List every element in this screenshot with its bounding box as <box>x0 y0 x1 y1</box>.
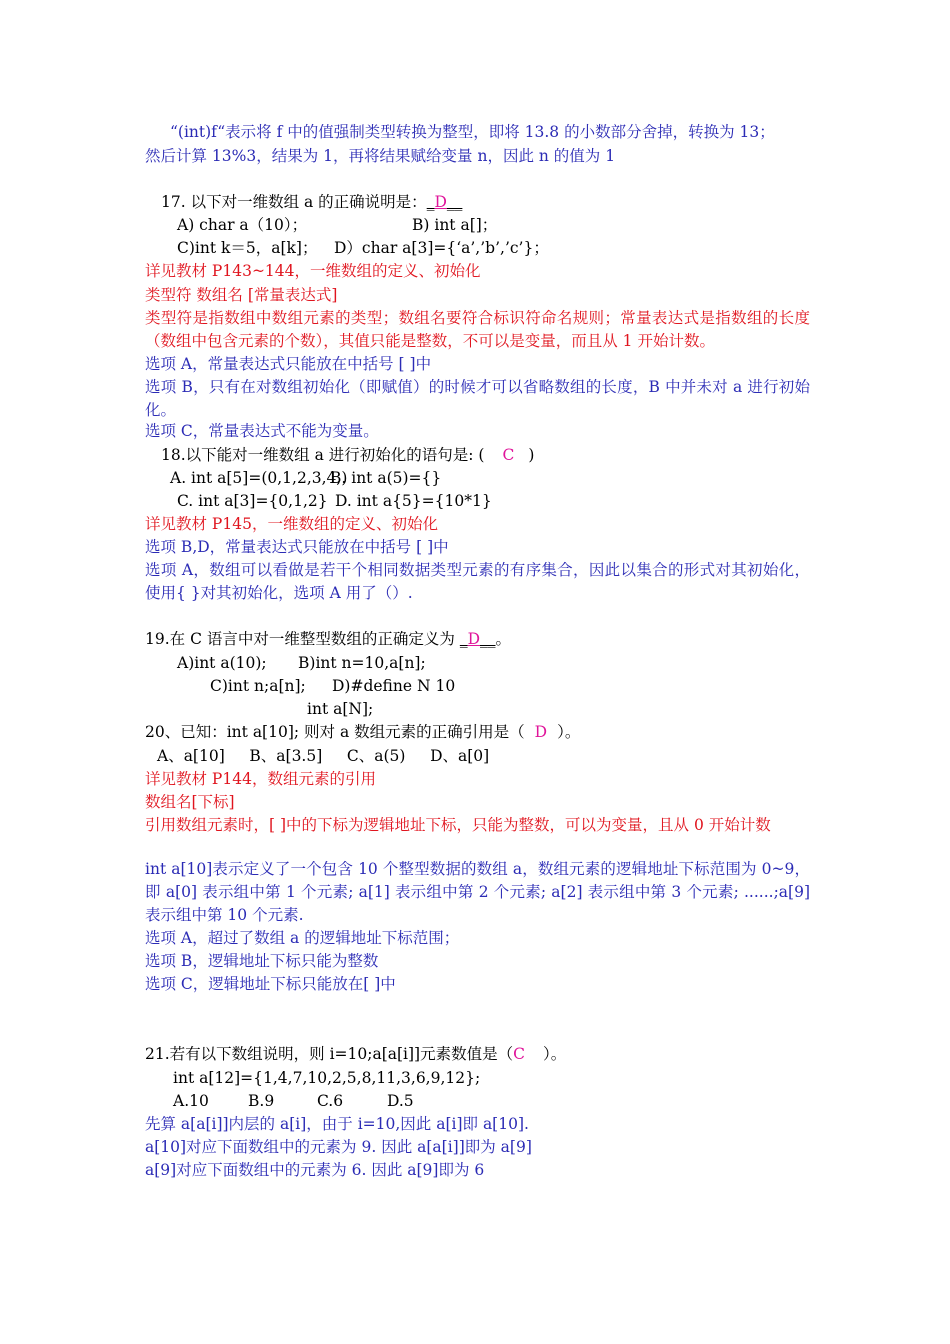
q17-syntax: 类型符 数组名 [常量表达式] <box>145 286 338 304</box>
q20-stem-end: ）。 <box>557 723 581 741</box>
q19-options-cd <box>210 675 875 698</box>
q21-step-1: 先算 a[a[i]]内层的 a[i]，由于 i=10,因此 a[i]即 a[10]. <box>145 1115 529 1133</box>
q21-stem-text: 21.若有以下数组说明，则 i=10;a[a[i]]元素数值是（ <box>145 1045 514 1063</box>
q20-note-c: 选项 C，逻辑地址下标只能放在[ ]中 <box>145 975 396 993</box>
q19-option-a: A)int a(10); <box>177 654 267 672</box>
q17-options-ab <box>177 214 842 237</box>
q18-stem-text: 18.以下能对一维数组 a 进行初始化的语句是: ( <box>161 446 485 464</box>
q17-option-b: B) int a[]； <box>412 216 498 234</box>
q17-explanation: 类型符是指数组中数组元素的类型；数组名要符合标识符命名规则；常量表达式是指数组的长度（数组中包含元素的个数），其值只能是整数，不可以是变量，而且从 1 开始计数。 <box>145 309 810 350</box>
q19-options-ab <box>177 652 842 675</box>
q19-stem <box>145 628 810 651</box>
q18-option-d: D. int a{5}={10*1} <box>335 492 492 510</box>
q18-stem <box>161 444 826 467</box>
q20-stem-text: 20、已知：int a[10]; 则对 a 数组元素的正确引用是（ <box>145 723 525 741</box>
q17-option-d: D）char a[3]={‘a’,’b’,’c’}； <box>334 239 549 257</box>
q20-note-a: 选项 A，超过了数组 a 的逻辑地址下标范围； <box>145 929 460 947</box>
q21-option-c: C.6 <box>317 1092 344 1110</box>
q20-answer: D <box>534 723 548 741</box>
q18-reference: 详见教材 P145，一维数组的定义、初始化 <box>145 515 438 533</box>
q21-answer: C <box>513 1045 525 1063</box>
q17-option-c: C)int k＝5，a[k]； <box>177 239 318 257</box>
q19-option-d-line2: int a[N]; <box>307 700 374 718</box>
q21-step-2: a[10]对应下面数组中的元素为 9. 因此 a[a[i]]即为 a[9] <box>145 1138 532 1156</box>
q21-stem <box>145 1043 810 1066</box>
q18-answer: C <box>502 446 515 464</box>
q19-answer: D <box>467 630 480 648</box>
q21-stem-end: ）。 <box>542 1045 567 1063</box>
q21-declaration: int a[12]={1,4,7,10,2,5,8,11,3,6,9,12}; <box>173 1069 481 1087</box>
q17-stem-text: 17. 以下对一维数组 a 的正确说明是： <box>161 193 427 211</box>
q18-option-b: B. int a(5)={} <box>330 469 442 487</box>
q19-stem-end: 。 <box>495 630 512 648</box>
q17-note-c: 选项 C，常量表达式不能为变量。 <box>145 422 379 440</box>
q18-options-ab <box>170 467 835 490</box>
q20-stem <box>145 721 810 744</box>
q19-option-d: D)#define N 10 <box>332 677 456 695</box>
q18-note-bd: 选项 B,D，常量表达式只能放在中括号 [ ]中 <box>145 538 449 556</box>
q20-explanation: int a[10]表示定义了一个包含 10 个整型数据的数组 a，数组元素的逻辑地址下标范围为 0~9，即 a[0] 表示组中第 1 个元素; a[1] 表示组中第 2 个元素; a[2] 表示组中第 3 个元素; ......;a[9] 表示组中第 10 个元素. <box>145 860 810 924</box>
q20-syntax: 数组名[下标] <box>145 793 235 811</box>
q21-option-b: B.9 <box>248 1092 275 1110</box>
q18-stem-end: ) <box>528 446 535 464</box>
q17-stem <box>161 191 826 214</box>
q19-blank-pre: _ <box>459 630 468 648</box>
q20-note-b: 选项 B，逻辑地址下标只能为整数 <box>145 952 379 970</box>
q17-note-b: 选项 B，只有在对数组初始化（即赋值）的时候才可以省略数组的长度，B 中并未对 a 进行初始化。 <box>145 378 810 419</box>
q18-options-cd <box>177 490 842 513</box>
q20-reference: 详见教材 P144，数组元素的引用 <box>145 770 376 788</box>
q17-blank-pre: _ <box>426 193 435 211</box>
q21-option-d: D.5 <box>387 1092 414 1110</box>
q21-step-3: a[9]对应下面数组中的元素为 6. 因此 a[9]即为 6 <box>145 1161 485 1179</box>
q19-option-b: B)int n=10,a[n]; <box>298 654 426 672</box>
q20-rule: 引用数组元素时，[ ]中的下标为逻辑地址下标，只能为整数，可以为变量，且从 0 开始计数 <box>145 816 771 834</box>
q18-option-a: A. int a[5]=(0,1,2,3,4,) <box>170 469 348 487</box>
intro-line-2: 然后计算 13%3，结果为 1，再将结果赋给变量 n，因此 n 的值为 1 <box>145 147 616 165</box>
q21-option-a: A.10 <box>173 1092 209 1110</box>
q17-options-cd <box>177 237 842 260</box>
q17-option-a: A) char a（10）； <box>177 216 308 234</box>
q17-note-a: 选项 A，常量表达式只能放在中括号 [ ]中 <box>145 355 432 373</box>
q19-blank-post: __ <box>480 630 496 648</box>
intro-line-1: “(int)f“表示将 f 中的值强制类型转换为整型，即将 13.8 的小数部分舍掉，转换为 13； <box>170 123 775 141</box>
q21-options <box>173 1090 838 1113</box>
q17-blank-post: __ <box>446 193 463 211</box>
q19-stem-text: 19.在 C 语言中对一维整型数组的正确定义为 <box>145 630 455 648</box>
q18-note-a: 选项 A，数组可以看做是若干个相同数据类型元素的有序集合，因此以集合的形式对其初始化，使用{ }对其初始化，选项 A 用了（）. <box>145 561 810 602</box>
q19-option-c: C)int n;a[n]; <box>210 677 306 695</box>
q17-answer: D <box>434 193 447 211</box>
q17-reference: 详见教材 P143~144，一维数组的定义、初始化 <box>145 262 481 280</box>
q20-options: A、a[10] B、a[3.5] C、a(5) D、a[0] <box>157 747 490 765</box>
q18-option-c: C. int a[3]={0,1,2} <box>177 492 328 510</box>
